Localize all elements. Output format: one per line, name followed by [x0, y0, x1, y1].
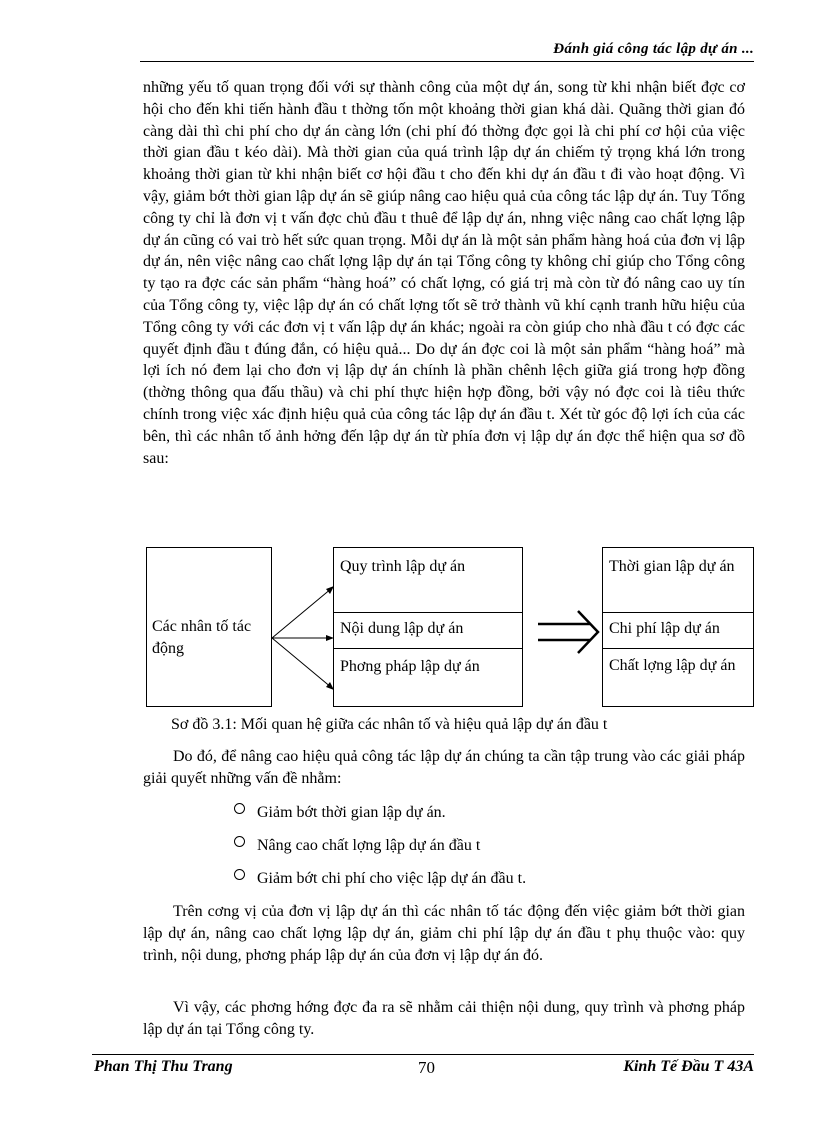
bullet-item: [234, 803, 446, 822]
footer-author: Phan Thị Thu Trang: [94, 1058, 233, 1075]
diagram-caption: Sơ đồ 3.1: Mối quan hệ giữa các nhân tố và hiệu quả lập dự án đầu t: [171, 716, 608, 733]
bullet-text: Giảm bớt thời gian lập dự án.: [257, 804, 446, 821]
source-box: [146, 547, 272, 707]
footer-rule: [92, 1054, 754, 1055]
source-label: Các nhân tố tác động: [152, 618, 252, 657]
factor-list-box: [333, 547, 523, 707]
circle-bullet-icon: [234, 869, 245, 880]
body-paragraph: Trên cơng vị của đơn vị lập dự án thì các nhân tố tác động đến việc giảm bớt thời gian lập dự án, nâng cao chất lợng lập dự án, giảm chi phí lập dự án đầu t phụ thuộc vào: quy trình, nội dung, phơng pháp lập dự án của đơn vị lập dự án đó.: [143, 903, 745, 964]
bullet-item: [234, 836, 480, 855]
footer-class: Kinh Tế Đầu T 43A: [623, 1058, 754, 1075]
body-paragraph: Vì vậy, các phơng hớng đợc đa ra sẽ nhằm cải thiện nội dung, quy trình và phơng pháp lập dự án tại Tổng công ty.: [143, 999, 745, 1038]
body-paragraph: những yếu tố quan trọng đối với sự thành công của một dự án, song từ khi nhận biết đợc cơ hội cho đến khi tiến hành đầu t thờng tốn một khoảng thời gian khá dài. Quãng thời gian đó càng dài thì chi phí cho dự án càng lớn (chi phí đó thờng đợc gọi là chi phí cơ hội của việc thời gian đầu t kéo dài). Mà thời gian của quá trình lập dự án chiếm tỷ trọng khá lớn trong khoảng thời gian từ khi nhận biết cơ hội đầu t cho đến khi dự án đầu t đi vào hoạt động. Vì vậy, giảm bớt thời gian lập dự án sẽ giúp nâng cao hiệu quả của công tác lập dự án. Tuy Tổng công ty chỉ là đơn vị t vấn đợc chủ đầu t thuê để lập dự án, nhng việc nâng cao chất lợng lập dự án cũng có vai trò hết sức quan trọng. Mỗi dự án là một sản phẩm hàng hoá của đơn vị lập dự án, nên việc nâng cao chất lợng lập dự án tại Tổng công ty không chỉ giúp cho Tổng công ty tạo ra đợc các sản phẩm “hàng hoá” có chất lợng, có giá trị mà còn từ đó nâng cao uy tín của Tổng công ty, việc lập dự án có chất lợng tốt sẽ trở thành vũ khí cạnh tranh hữu hiệu của Tổng công ty với các đơn vị t vấn lập dự án khác; ngoài ra còn giúp cho nhà đầu t có đợc các quyết định đầu t đúng đắn, có hiệu quả... Do dự án đợc coi là một sản phẩm “hàng hoá” mà lợi ích nó đem lại cho đơn vị lập dự án chính là phần chênh lệch giữa giá trong hợp đồng (thờng thông qua đấu thầu) và chi phí thực hiện hợp đồng, bởi vậy nó đợc coi là tiêu thức chính trong việc xác định hiệu quả của công tác lập dự án đầu t. Xét từ góc độ lợi ích của các bên, thì các nhân tố ảnh hởng đến lập dự án từ phía đơn vị lập dự án đợc thể hiện qua sơ đồ sau:: [143, 79, 745, 467]
factor-quy-trinh: Quy trình lập dự án: [340, 558, 466, 575]
body-paragraph: Do đó, để nâng cao hiệu quả công tác lập dự án chúng ta cần tập trung vào các giải pháp giải quyết những vấn đề nhằm:: [143, 748, 745, 787]
outcome-chi-phi: Chi phí lập dự án: [603, 612, 753, 648]
running-header: Đánh giá công tác lập dự án ...: [553, 41, 754, 57]
header-rule: [140, 61, 754, 62]
factor-noi-dung: Nội dung lập dự án: [334, 612, 522, 648]
bullet-item: [234, 869, 526, 888]
factor-phuong-phap: Phơng pháp lập dự án: [334, 648, 522, 706]
circle-bullet-icon: [234, 803, 245, 814]
page-number: 70: [418, 1058, 435, 1077]
outcome-list-box: [602, 547, 754, 707]
bullet-text: Giảm bớt chi phí cho việc lập dự án đầu t.: [257, 870, 527, 887]
circle-bullet-icon: [234, 836, 245, 847]
outcome-thoi-gian: Thời gian lập dự án: [609, 558, 735, 575]
bullet-text: Nâng cao chất lợng lập dự án đầu t: [257, 837, 481, 854]
outcome-chat-luong: Chất lợng lập dự án: [603, 648, 753, 706]
